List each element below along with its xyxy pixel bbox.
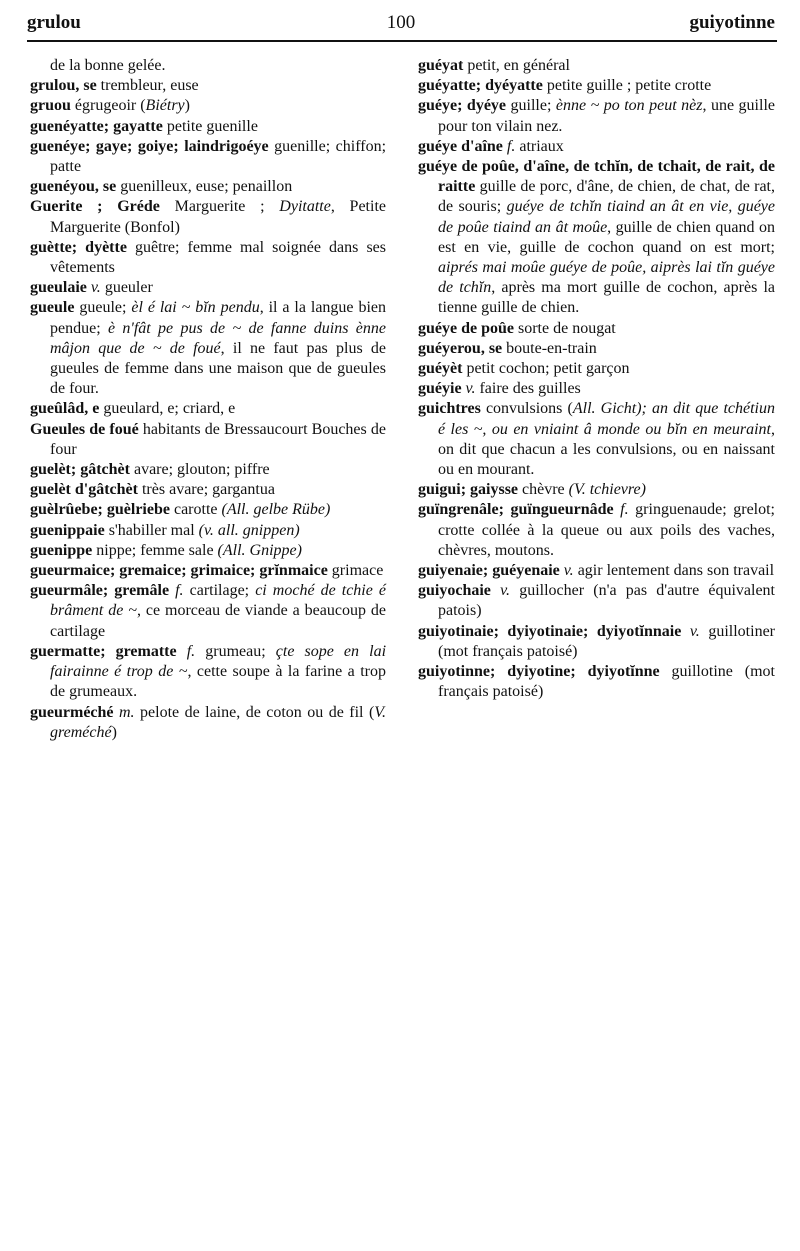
entry-definition: agir lentement dans son travail	[573, 562, 775, 580]
dictionary-entry	[418, 96, 775, 136]
dictionary-entry	[30, 197, 386, 237]
entry-italic-text: çte sope en lai fairainne é trop de ~	[50, 642, 387, 681]
entry-definition: Marguerite ;	[159, 198, 280, 216]
entry-headword: guéye de poûe	[418, 319, 514, 337]
entry-italic-text: f.	[186, 642, 196, 660]
entry-headword: guéye de poûe, d'aîne, de tchĭn, de tchait, de rait, de raitte	[418, 158, 775, 196]
entry-headword: guelèt d'gâtchèt	[30, 481, 138, 499]
dictionary-entry	[30, 541, 386, 561]
dictionary-entry	[418, 157, 775, 319]
entry-definition: atriaux	[515, 137, 564, 155]
dictionary-entry	[30, 137, 386, 177]
dictionary-entry	[418, 56, 775, 76]
entry-headword: gruou	[30, 97, 71, 115]
dictionary-entry	[30, 480, 386, 500]
entry-definition: grimace	[327, 562, 384, 580]
dictionary-entry	[30, 642, 386, 703]
entry-headword: guèlrûebe; guèlriebe	[30, 501, 170, 519]
dictionary-entry	[30, 117, 386, 137]
entry-definition: habitants de Bressaucourt Bouches de four	[50, 420, 386, 458]
entry-italic-text: f.	[175, 582, 184, 600]
page-number: 100	[386, 12, 416, 33]
dictionary-entry	[30, 460, 386, 480]
entry-definition: de la bonne gelée.	[50, 57, 166, 74]
entry-definition: , ce morceau de viande a beaucoup de cartilage	[50, 602, 386, 640]
entry-definition: avare; glouton; piffre	[129, 461, 270, 479]
entry-definition: )	[184, 97, 190, 115]
entry-definition: gringuenaude; grelot; crotte collée à la queue ou aux poils des vaches, chèvres, moutons.	[438, 501, 775, 559]
entry-definition: , il ne faut pas plus de gueules de femme dans une maison que de gueules de four.	[50, 339, 386, 398]
entry-italic-text: Dyitatte	[279, 198, 331, 216]
entry-headword: gueurmâle; gremâle	[30, 582, 170, 600]
entry-italic-text: guéye de tchĭn tiaind an ât en vie, guéye de poûe tiaind an ât moûe	[438, 198, 775, 236]
entry-definition: cartilage;	[183, 582, 256, 600]
entry-italic-text: v.	[689, 622, 700, 640]
entry-italic-text: (All. gelbe Rübe)	[221, 501, 331, 519]
entry-italic-text: f.	[506, 137, 516, 155]
entry-headword: guenéyou, se	[30, 178, 117, 196]
entry-definition: guenilleux, euse; penaillon	[116, 178, 293, 196]
entry-headword: guéye; dyéye	[418, 97, 507, 115]
entry-headword: guenippaie	[30, 521, 105, 539]
dictionary-entry	[30, 581, 386, 642]
dictionary-entry	[30, 561, 386, 581]
entry-definition: guillocher (n'a pas d'autre équivalent patois)	[438, 582, 775, 620]
entry-definition: gueule;	[74, 299, 132, 317]
entry-definition: guille;	[506, 97, 556, 115]
entry-italic-text: èl é lai ~ bĭn pendu	[131, 299, 260, 317]
entry-definition: , il a la langue bien pendue;	[50, 299, 386, 337]
entry-definition	[681, 623, 690, 640]
entry-headword: guéye d'aîne	[418, 137, 503, 155]
entry-headword: guenéye; gaye; goiye; laindrigoéye	[30, 137, 269, 155]
entry-italic-text: aiprés mai moûe guéye de poûe, aiprès lai tĭn guéye de tchĭn	[438, 259, 775, 297]
entry-definition: boute-en-train	[502, 339, 597, 357]
right-column	[418, 56, 775, 703]
entry-definition: faire des guilles	[475, 380, 581, 398]
dictionary-entry	[30, 399, 386, 419]
entry-headword: gueûlâd, e	[30, 400, 100, 418]
entry-headword: guiyenaie; guéyenaie	[418, 562, 560, 580]
entry-italic-text: è n'fât pe pus de ~ de fanne duins ènne mâjon que de ~ de foué	[50, 319, 386, 357]
entry-definition: sorte de nougat	[514, 319, 616, 337]
entry-definition: grumeau;	[195, 642, 276, 660]
entry-definition: guêtre; femme mal soignée dans ses vêtements	[50, 238, 387, 277]
entry-italic-text: ci moché de tchie é brâment de ~	[50, 582, 386, 620]
entry-headword: guïngrenâle; guïngueurnâde	[418, 501, 614, 519]
entry-headword: gueulaie	[30, 279, 87, 297]
dictionary-entry	[30, 420, 386, 460]
entry-headword: gueule	[30, 299, 75, 317]
entry-headword: guelèt; gâtchèt	[30, 461, 130, 479]
entry-definition: très avare; gargantua	[137, 481, 275, 499]
entry-definition: petit, en général	[463, 57, 570, 74]
entry-headword: guichtres	[418, 400, 481, 418]
entry-italic-text: m.	[119, 703, 135, 721]
entry-headword: guenéyatte; gayatte	[30, 117, 163, 135]
dictionary-entry	[30, 238, 386, 278]
entry-definition: carotte	[169, 501, 222, 519]
entry-italic-text: v.	[90, 279, 101, 297]
dictionary-entry	[418, 561, 775, 581]
dictionary-entry	[418, 662, 775, 702]
guide-word-first: grulou	[27, 12, 81, 33]
entry-headword: grulou, se	[30, 77, 97, 95]
entry-definition: convulsions (	[480, 400, 573, 418]
entry-headword: guenippe	[30, 541, 93, 559]
entry-definition: pelote de laine, de coton ou de fil (	[134, 703, 375, 721]
entry-headword: gueurmaice; gremaice; grimaice; grĭnmaice	[30, 562, 328, 580]
dictionary-entry	[418, 379, 775, 399]
entry-definition: nippe; femme sale	[92, 541, 218, 559]
left-column	[30, 56, 386, 743]
guide-word-last: guiyotinne	[689, 12, 775, 33]
dictionary-entry	[30, 56, 386, 76]
entry-definition	[177, 643, 187, 660]
dictionary-entry	[30, 278, 386, 298]
entry-definition: petit cochon; petit garçon	[462, 360, 630, 378]
entry-definition: petite guille ; petite crotte	[542, 77, 712, 95]
entry-definition: guillotiner (mot français patoisé)	[438, 622, 775, 660]
dictionary-entry	[418, 359, 775, 379]
entry-definition: , guille de chien quand on est en vie, guille de cochon quand on est mort;	[438, 218, 775, 256]
entry-italic-text: (v. all. gnippen)	[198, 521, 300, 539]
entry-headword: guéyat	[418, 57, 464, 74]
dictionary-entry	[30, 521, 386, 541]
dictionary-entry	[418, 480, 775, 500]
entry-italic-text: (V. tchievre)	[568, 481, 646, 499]
dictionary-entry	[418, 500, 775, 561]
entry-headword: guiyotinaie; dyiyotinaie; dyiyotĭnnaie	[418, 622, 682, 640]
entry-headword: Gueules de foué	[30, 420, 139, 438]
dictionary-entry	[418, 581, 775, 621]
entry-italic-text: f.	[620, 501, 629, 519]
entry-definition: petite guenille	[162, 117, 258, 135]
entry-headword: guermatte; grematte	[30, 642, 177, 660]
header-rule	[27, 40, 777, 42]
entry-headword: Guerite ; Gréde	[30, 198, 160, 216]
entry-headword: gueurméché	[30, 703, 114, 721]
entry-definition: , une guille pour ton vilain nez.	[438, 97, 775, 135]
entry-definition: chèvre	[518, 481, 569, 499]
entry-definition: , après ma mort guille de cochon, après la tienne guille de chien.	[438, 279, 776, 317]
entry-definition: , on dit que chacun a les convulsions, ou en naissant ou en mourant.	[438, 420, 775, 479]
entry-italic-text: v.	[563, 562, 574, 580]
entry-definition: , cette soupe à la farine a trop de grumeaux.	[50, 663, 386, 701]
dictionary-entry	[30, 703, 386, 743]
entry-definition: gueuler	[100, 279, 153, 297]
dictionary-entry	[418, 76, 775, 96]
entry-headword: guiyochaie	[418, 582, 491, 600]
entry-definition: égrugeoir (	[70, 97, 146, 115]
dictionary-entry	[30, 177, 386, 197]
entry-definition: )	[111, 723, 117, 741]
entry-headword: guéyie	[418, 380, 462, 398]
entry-definition: , Petite Marguerite (Bonfol)	[50, 198, 386, 236]
entry-headword: guéyerou, se	[418, 339, 503, 357]
entry-definition: guenille; chiffon; patte	[50, 137, 387, 176]
entry-headword: guigui; gaiysse	[418, 481, 519, 499]
dictionary-entry	[30, 76, 386, 96]
entry-definition	[491, 582, 500, 599]
entry-definition: guille de porc, d'âne, de chien, de chat, de rat, de souris;	[438, 178, 775, 216]
entry-headword: guéyatte; dyéyatte	[418, 77, 543, 95]
entry-italic-text: ènne ~ po ton peut nèz	[555, 97, 703, 115]
dictionary-entry	[418, 622, 775, 662]
entry-italic-text: v.	[465, 380, 476, 398]
dictionary-entry	[30, 96, 386, 116]
entry-headword: guiyotinne; dyiyotine; dyiyotĭnne	[418, 663, 660, 681]
entry-italic-text: Biétry	[145, 97, 185, 115]
dictionary-entry	[30, 500, 386, 520]
page-header	[27, 12, 775, 38]
entry-definition: s'habiller mal	[104, 521, 199, 539]
dictionary-entry	[418, 399, 775, 480]
entry-italic-text: All. Gicht); an dit que tchétiun é les ~, ou en vniaint â monde ou bĭn en meuraint	[438, 400, 775, 438]
entry-italic-text: V. greméché	[50, 703, 387, 741]
dictionary-entry	[30, 298, 386, 399]
entry-italic-text: v.	[500, 582, 511, 600]
entry-headword: guètte; dyètte	[30, 238, 127, 256]
entry-definition: gueulard, e; criard, e	[99, 400, 236, 418]
dictionary-entry	[418, 137, 775, 157]
dictionary-entry	[418, 339, 775, 359]
entry-italic-text: (All. Gnippe)	[217, 541, 302, 559]
dictionary-entry	[418, 319, 775, 339]
entry-definition: trembleur, euse	[96, 77, 199, 95]
entry-definition: guillotine (mot français patoisé)	[438, 663, 775, 701]
entry-headword: guéyèt	[418, 360, 463, 378]
